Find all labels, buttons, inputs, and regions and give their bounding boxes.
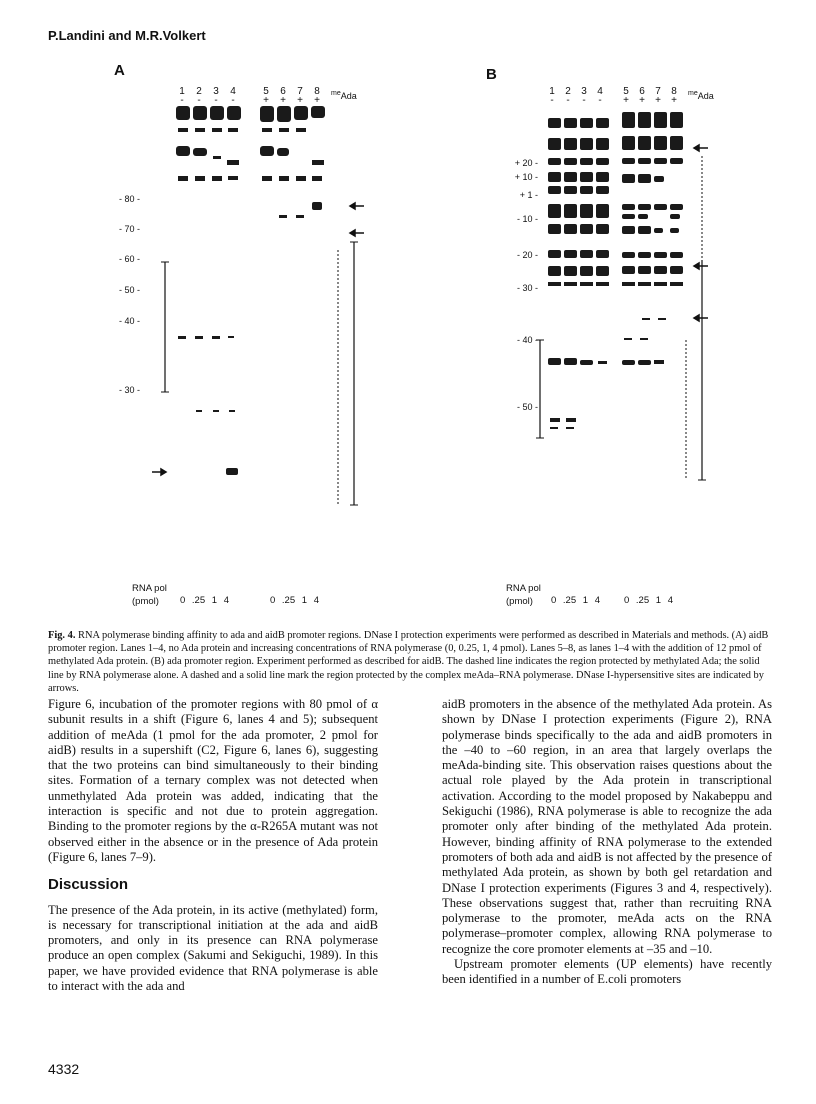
panel-a-pmol-values-right: 0 .25 1 4 bbox=[270, 595, 319, 606]
panel-a-pmol-values-left: 0 .25 1 4 bbox=[180, 595, 229, 606]
figure-caption-text: RNA polymerase binding affinity to ada and aidB promoter regions. DNase I protection experiments were performed as described in Materials and methods. (A) aidB promoter region. Lanes 1–4, no Ada protein and increasing concentrations of RNA polymerase (0, 0.25, 1, 4 pmol). Lanes 5–8, as lanes 1–4 with the addition of 12 pmol of methylated Ada protein. (B) ada promoter region. Experiment performed as described for aidB. The dashed line indicates the region protected by methylated Ada; the solid line by RNA polymerase alone. A dashed and a solid line mark the region protected by the complex meAda–RNA polymerase. DNase I-hypersensitive sites are indicated by arrows. bbox=[48, 630, 769, 694]
panel-b-marker-minus10: - 10 - bbox=[516, 214, 538, 224]
panel-a-marker-30: - 30 - bbox=[118, 385, 140, 395]
right-paragraph-1: aidB promoters in the absence of the methylated Ada protein. As shown by DNase I protection experiments (Figure 2), RNA polymerase binds specifically to the ada and aidB promoters in the –40 to –60 region, in an area that largely overlaps the meAda-binding site. This observation raises questions about the actual role played by the Ada protein in transcriptional activation. According to the model proposed by Nakabeppu and Sekiguchi (1986), RNA polymerase is able to recognize the ada promoter only after binding of the methylated Ada protein. However, binding affinity of RNA polymerase to the extended promoters of both ada and aidB is not affected by the presence of methylated Ada protein, as shown by both gel retardation and DNase I protection experiments (Figures 3 and 4, respectively). These observations suggest that, rather than recruiting RNA polymerase to the promoter, meAda acts on the RNA polymerase–promoter complex, allowing RNA polymerase to recognize the core promoter elements at –35 and –10. bbox=[442, 697, 772, 956]
right-column bbox=[442, 697, 772, 988]
discussion-heading: Discussion bbox=[48, 876, 129, 894]
panel-b-letter: B bbox=[486, 66, 497, 83]
panel-b-marker-minus30: - 30 - bbox=[516, 283, 538, 293]
panel-a-marker-80: - 80 - bbox=[118, 194, 140, 204]
panel-b-marker-plus10: + 10 - bbox=[514, 172, 538, 182]
panel-a-meada-label: $^{me}$Ada bbox=[331, 90, 357, 101]
figure-caption bbox=[48, 629, 774, 695]
left-paragraph-1: Figure 6, incubation of the promoter regions with 80 pmol of α subunit results in a shift (Figure 6, lanes 4 and 5); subsequent addition of meAda (1 pmol for the ada promoter, 2 pmol for aidB) results in a supershift (C2, Figure 6, lanes 6), suggesting that the two proteins can bind simultaneously to their binding sites. Formation of a ternary complex was not detected when unmethylated Ada protein was added, indicating that the interaction is specific and not due to protein aggregation. Binding to the promoter regions by the α-R265A mutant was not observed either in the absence or in the presence of Ada protein (Figure 6, lanes 7–9). bbox=[48, 697, 378, 864]
panel-a-marker-60: - 60 - bbox=[118, 254, 140, 264]
panel-b-marker-minus40: - 40 - bbox=[516, 335, 538, 345]
panel-b-marker-minus20: - 20 - bbox=[516, 250, 538, 260]
panel-b-meada-label: $^{me}$Ada bbox=[688, 90, 714, 101]
left-column bbox=[48, 697, 378, 994]
panel-b-marker-minus50: - 50 - bbox=[516, 402, 538, 412]
panel-b-gel-image bbox=[520, 100, 740, 490]
page-number: 4332 bbox=[48, 1061, 80, 1077]
panel-b-marker-plus1: + 1 - bbox=[519, 190, 538, 200]
left-paragraph-2: The presence of the Ada protein, in its active (methylated) form, is necessary for transcriptional initiation at the ada and aidB promoters, and only in its presence can RNA polymerase produce an open complex (Sakumi and Sekiguchi, 1989). In this paper, we have provided evidence that RNA polymerase is able to interact with the ada and bbox=[48, 902, 378, 994]
panel-a-marker-40: - 40 - bbox=[118, 316, 140, 326]
panel-b-pmol-values-right: 0 .25 1 4 bbox=[624, 595, 673, 606]
panel-a-gel-image bbox=[140, 100, 380, 520]
panel-b-pmol-values-left: 0 .25 1 4 bbox=[551, 595, 600, 606]
panel-b-rna-pol-label: RNA pol (pmol) bbox=[506, 583, 541, 607]
panel-b-marker-plus20: + 20 - bbox=[514, 158, 538, 168]
figure-label: Fig. 4. bbox=[48, 630, 76, 641]
panel-a-rna-pol-label: RNA pol (pmol) bbox=[132, 583, 167, 607]
running-header: P.Landini and M.R.Volkert bbox=[48, 28, 206, 43]
panel-a-marker-50: - 50 - bbox=[118, 285, 140, 295]
panel-a-marker-70: - 70 - bbox=[118, 224, 140, 234]
panel-a-letter: A bbox=[114, 62, 125, 79]
right-paragraph-2: Upstream promoter elements (UP elements) have recently been identified in a number of E.coli promoters bbox=[442, 957, 772, 987]
